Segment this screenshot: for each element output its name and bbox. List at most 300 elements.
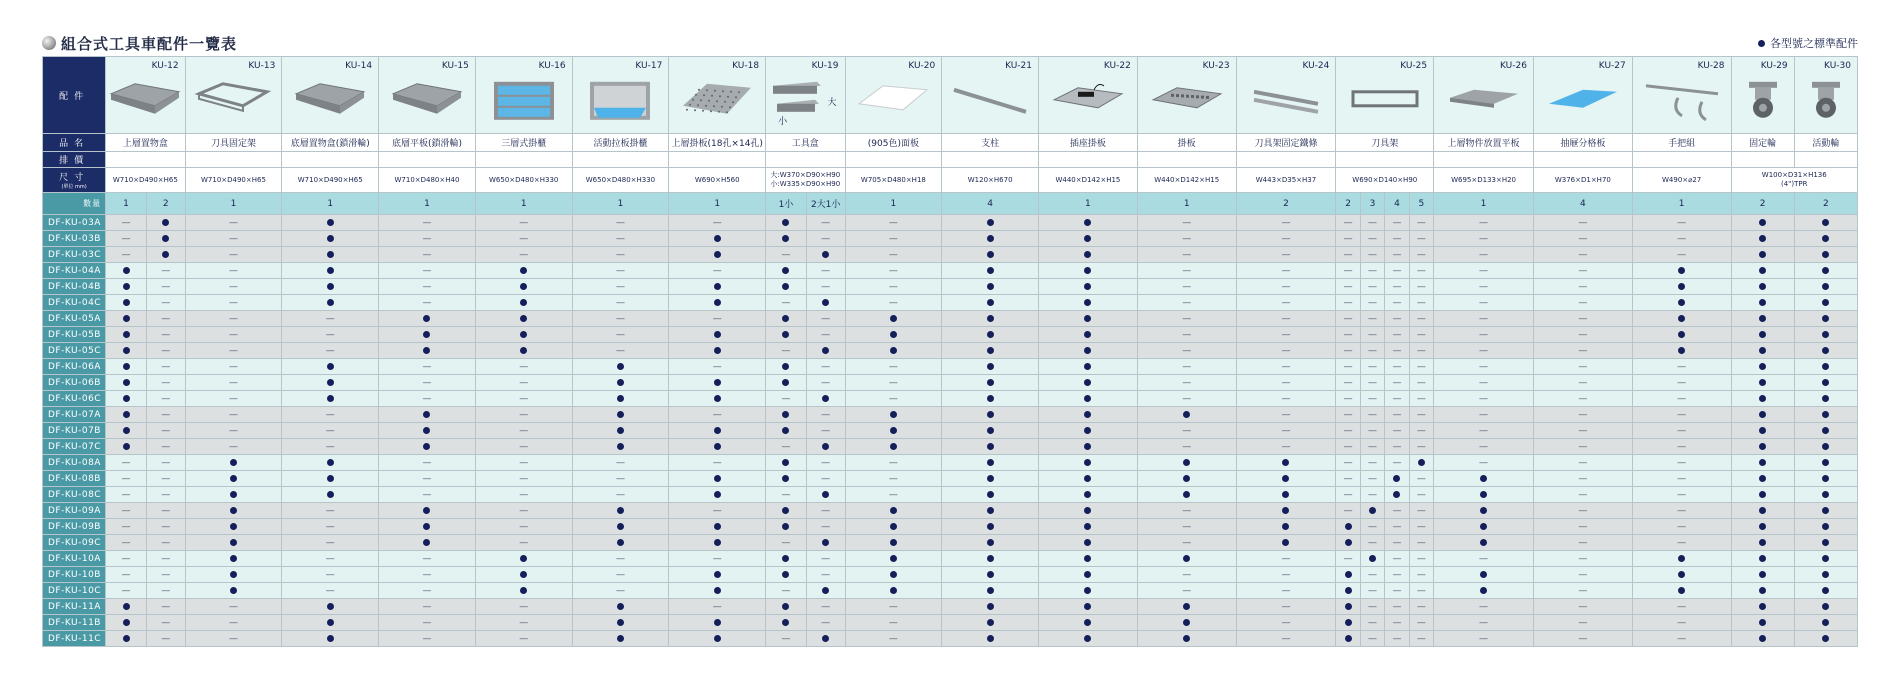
dash-text: — — [1343, 425, 1353, 436]
part-image-ku-29 — [1731, 57, 1794, 134]
matrix-cell — [766, 295, 807, 311]
matrix-cell — [379, 439, 476, 455]
standard-dot-icon — [1369, 507, 1376, 514]
matrix-cell — [185, 231, 282, 247]
matrix-cell — [1360, 391, 1384, 407]
matrix-cell — [146, 295, 185, 311]
matrix-cell — [1236, 599, 1336, 615]
matrix-cell — [1336, 551, 1360, 567]
dash-text: — — [161, 409, 171, 420]
table-row — [43, 279, 1858, 295]
dash-text: — — [1182, 249, 1192, 260]
standard-dot-icon — [987, 427, 994, 434]
dash-text: — — [888, 489, 898, 500]
part-dimension — [669, 168, 766, 193]
part-name-text: 手把組 — [1668, 139, 1696, 149]
standard-dot-icon — [822, 491, 829, 498]
matrix-cell — [1360, 631, 1384, 647]
matrix-cell — [1434, 215, 1534, 231]
matrix-cell — [845, 423, 942, 439]
dash-text: — — [1368, 425, 1378, 436]
toolbox-size-large: 大 — [827, 98, 837, 108]
standard-dot-icon — [327, 475, 334, 482]
dash-text: — — [422, 265, 432, 276]
matrix-cell — [475, 279, 572, 295]
dash-text: — — [781, 249, 791, 260]
matrix-cell — [1632, 295, 1731, 311]
matrix-cell — [1039, 279, 1138, 295]
dash-text: — — [615, 281, 625, 292]
standard-dot-icon — [890, 443, 897, 450]
dash-text: — — [422, 217, 432, 228]
standard-dot-icon — [230, 507, 237, 514]
dash-text: — — [422, 601, 432, 612]
dash-text: — — [161, 441, 171, 452]
standard-dot-icon — [1345, 587, 1352, 594]
standard-dot-icon — [1678, 571, 1685, 578]
matrix-cell — [806, 583, 845, 599]
standard-dot-icon — [327, 363, 334, 370]
matrix-cell — [185, 359, 282, 375]
matrix-cell — [1039, 407, 1138, 423]
matrix-cell — [106, 295, 147, 311]
part-code: KU-29 — [1760, 61, 1788, 71]
dash-text: — — [1343, 265, 1353, 276]
part-dimension — [106, 168, 185, 193]
model-cell — [43, 231, 106, 247]
dash-text: — — [228, 393, 238, 404]
matrix-cell — [1137, 263, 1236, 279]
standard-dot-icon — [520, 315, 527, 322]
part-name — [1039, 134, 1138, 152]
matrix-cell — [185, 519, 282, 535]
standard-dot-icon — [1822, 411, 1829, 418]
model-cell — [43, 631, 106, 647]
standard-dot-icon — [714, 443, 721, 450]
standard-dot-icon — [1345, 571, 1352, 578]
dash-text: — — [1392, 377, 1402, 388]
standard-dot-icon — [714, 235, 721, 242]
matrix-cell — [1385, 423, 1409, 439]
standard-dot-icon — [162, 219, 169, 226]
matrix-cell — [1533, 599, 1632, 615]
dash-text: — — [1578, 233, 1588, 244]
dash-text: — — [228, 409, 238, 420]
matrix-cell — [766, 599, 807, 615]
standard-dot-icon — [327, 459, 334, 466]
matrix-cell — [146, 551, 185, 567]
matrix-cell — [942, 343, 1039, 359]
dash-text: — — [519, 617, 529, 628]
matrix-cell — [845, 567, 942, 583]
standard-dot-icon — [1822, 443, 1829, 450]
matrix-cell — [1236, 327, 1336, 343]
dash-text: — — [519, 457, 529, 468]
dash-text: — — [422, 569, 432, 580]
standard-dot-icon — [1084, 363, 1091, 370]
matrix-cell — [146, 503, 185, 519]
dash-text: — — [1416, 617, 1426, 628]
matrix-cell — [942, 487, 1039, 503]
dash-text: — — [821, 329, 831, 340]
matrix-cell — [379, 375, 476, 391]
dash-text: — — [821, 409, 831, 420]
matrix-cell — [379, 487, 476, 503]
quantity-cell — [1385, 193, 1409, 215]
matrix-cell — [1434, 311, 1534, 327]
matrix-cell — [1336, 423, 1360, 439]
matrix-cell — [106, 599, 147, 615]
dash-text: — — [161, 553, 171, 564]
dash-text: — — [1416, 217, 1426, 228]
matrix-cell — [475, 455, 572, 471]
matrix-cell — [1385, 519, 1409, 535]
dash-text: — — [1281, 633, 1291, 644]
matrix-cell — [185, 631, 282, 647]
matrix-cell — [942, 359, 1039, 375]
dash-text: — — [1677, 537, 1687, 548]
matrix-cell — [1794, 215, 1857, 231]
matrix-cell — [1409, 247, 1433, 263]
matrix-cell — [1385, 583, 1409, 599]
dash-text: — — [1368, 393, 1378, 404]
matrix-cell — [1336, 519, 1360, 535]
dash-text: — — [1578, 521, 1588, 532]
part-code: KU-18 — [732, 61, 760, 71]
matrix-cell — [185, 439, 282, 455]
dash-text: — — [1343, 377, 1353, 388]
part-name — [282, 134, 379, 152]
matrix-cell — [282, 583, 379, 599]
matrix-cell — [669, 343, 766, 359]
standard-dot-icon — [1480, 539, 1487, 546]
quantity-text: 1 — [714, 198, 721, 209]
dash-text: — — [712, 457, 722, 468]
part-name — [669, 134, 766, 152]
dash-text: — — [1392, 553, 1402, 564]
matrix-cell — [572, 551, 669, 567]
dash-text: — — [1368, 489, 1378, 500]
matrix-cell — [1385, 263, 1409, 279]
standard-dot-icon — [987, 315, 994, 322]
dash-text: — — [1479, 553, 1489, 564]
matrix-cell — [1409, 215, 1433, 231]
matrix-cell — [475, 343, 572, 359]
dash-text: — — [1281, 569, 1291, 580]
matrix-cell — [379, 391, 476, 407]
matrix-cell — [1794, 263, 1857, 279]
matrix-cell — [766, 519, 807, 535]
standard-dot-icon — [1480, 587, 1487, 594]
standard-dot-icon — [782, 603, 789, 610]
matrix-cell — [942, 295, 1039, 311]
model-text: DF-KU-07B — [48, 425, 101, 436]
quantity-text: 2 — [1345, 198, 1351, 209]
matrix-cell — [1533, 375, 1632, 391]
dash-text: — — [781, 585, 791, 596]
matrix-cell — [146, 375, 185, 391]
dash-text: — — [712, 601, 722, 612]
table-row — [43, 423, 1858, 439]
dash-text: — — [121, 553, 131, 564]
matrix-cell — [1434, 343, 1534, 359]
matrix-cell — [1385, 311, 1409, 327]
dash-text: — — [1281, 297, 1291, 308]
matrix-cell — [282, 471, 379, 487]
dash-text: — — [1578, 393, 1588, 404]
dash-text: — — [1182, 329, 1192, 340]
matrix-cell — [806, 551, 845, 567]
matrix-cell — [1409, 263, 1433, 279]
matrix-cell — [845, 311, 942, 327]
dash-text: — — [821, 313, 831, 324]
matrix-cell — [669, 471, 766, 487]
matrix-cell — [1360, 551, 1384, 567]
matrix-cell — [1236, 615, 1336, 631]
matrix-cell — [106, 391, 147, 407]
matrix-cell — [1731, 423, 1794, 439]
standard-dot-icon — [1084, 523, 1091, 530]
dash-text: — — [888, 249, 898, 260]
standard-dot-icon — [782, 619, 789, 626]
standard-dot-icon — [123, 427, 130, 434]
standard-dot-icon — [987, 603, 994, 610]
standard-dot-icon — [1822, 523, 1829, 530]
standard-dot-icon — [987, 555, 994, 562]
dash-text: — — [1677, 249, 1687, 260]
dash-text: — — [519, 409, 529, 420]
part-name — [475, 134, 572, 152]
quantity-cell — [475, 193, 572, 215]
matrix-cell — [379, 599, 476, 615]
part-name-text: 掛板 — [1177, 139, 1196, 149]
standard-dot-icon — [1480, 571, 1487, 578]
matrix-cell — [1137, 487, 1236, 503]
matrix-cell — [1137, 599, 1236, 615]
standard-dot-icon — [782, 427, 789, 434]
part-name-text: 三層式掛櫃 — [501, 139, 547, 149]
matrix-cell — [1336, 263, 1360, 279]
matrix-cell — [282, 615, 379, 631]
matrix-cell — [942, 439, 1039, 455]
matrix-cell — [942, 599, 1039, 615]
matrix-cell — [185, 583, 282, 599]
model-text: DF-KU-05B — [48, 329, 101, 340]
standard-dot-icon — [1084, 331, 1091, 338]
matrix-cell — [1385, 231, 1409, 247]
quantity-cell — [1533, 193, 1632, 215]
matrix-cell — [475, 583, 572, 599]
quantity-cell — [942, 193, 1039, 215]
matrix-cell — [475, 327, 572, 343]
matrix-cell — [1434, 279, 1534, 295]
dash-text: — — [1368, 441, 1378, 452]
dash-text: — — [1368, 569, 1378, 580]
matrix-cell — [1236, 631, 1336, 647]
dash-text: — — [888, 361, 898, 372]
matrix-cell — [1533, 279, 1632, 295]
matrix-cell — [766, 503, 807, 519]
dash-text: — — [1392, 329, 1402, 340]
matrix-cell — [1137, 455, 1236, 471]
standard-dot-icon — [822, 443, 829, 450]
part-dimension-text: W710×D490×H65 — [297, 175, 363, 184]
model-cell — [43, 503, 106, 519]
standard-dot-icon — [520, 347, 527, 354]
part-code: KU-19 — [811, 61, 839, 71]
matrix-cell — [106, 279, 147, 295]
standard-dot-icon — [1084, 571, 1091, 578]
dash-text: — — [1343, 457, 1353, 468]
matrix-cell — [1409, 407, 1433, 423]
matrix-cell — [1731, 551, 1794, 567]
part-name-text: 上層置物盒 — [122, 139, 168, 149]
matrix-cell — [669, 375, 766, 391]
matrix-cell — [1360, 215, 1384, 231]
matrix-cell — [1731, 583, 1794, 599]
standard-dot-icon — [123, 347, 130, 354]
dash-text: — — [821, 617, 831, 628]
matrix-cell — [1360, 279, 1384, 295]
matrix-cell — [282, 343, 379, 359]
standard-dot-icon — [1822, 539, 1829, 546]
matrix-cell — [185, 295, 282, 311]
matrix-cell — [1434, 263, 1534, 279]
dash-text: — — [821, 377, 831, 388]
matrix-cell — [1434, 423, 1534, 439]
table-row — [43, 487, 1858, 503]
dash-text: — — [1578, 361, 1588, 372]
dash-text: — — [1343, 489, 1353, 500]
matrix-cell — [1533, 631, 1632, 647]
matrix-cell — [475, 423, 572, 439]
part-name-text: 支柱 — [981, 139, 1000, 149]
model-text: DF-KU-06B — [48, 377, 101, 388]
table-row — [43, 215, 1858, 231]
dash-text: — — [1578, 553, 1588, 564]
part-code: KU-24 — [1302, 61, 1330, 71]
dash-text: — — [1479, 425, 1489, 436]
part-name-text: 刀具固定架 — [210, 139, 256, 149]
dash-text: — — [1392, 361, 1402, 372]
matrix-cell — [1360, 343, 1384, 359]
model-cell — [43, 535, 106, 551]
dash-text: — — [161, 329, 171, 340]
standard-dot-icon — [1282, 459, 1289, 466]
matrix-cell — [942, 615, 1039, 631]
quantity-text: 5 — [1418, 198, 1425, 209]
matrix-cell — [1533, 247, 1632, 263]
standard-dot-icon — [230, 475, 237, 482]
dash-text: — — [1182, 569, 1192, 580]
matrix-cell — [1385, 455, 1409, 471]
matrix-cell — [1137, 375, 1236, 391]
matrix-cell — [1360, 535, 1384, 551]
matrix-cell — [1434, 583, 1534, 599]
standard-dot-icon — [987, 523, 994, 530]
matrix-cell — [1137, 327, 1236, 343]
standard-dot-icon — [890, 411, 897, 418]
standard-dot-icon — [1822, 331, 1829, 338]
matrix-cell — [146, 487, 185, 503]
matrix-cell — [766, 583, 807, 599]
quantity-cell — [379, 193, 476, 215]
part-name — [106, 134, 185, 152]
model-cell — [43, 487, 106, 503]
matrix-cell — [1794, 359, 1857, 375]
standard-dot-icon — [123, 635, 130, 642]
dash-text: — — [615, 313, 625, 324]
standard-dot-icon — [1822, 267, 1829, 274]
part-sort — [185, 152, 282, 168]
matrix-cell — [1039, 551, 1138, 567]
dash-text: — — [1343, 393, 1353, 404]
dash-text: — — [1182, 537, 1192, 548]
dash-text: — — [1343, 345, 1353, 356]
matrix-cell — [1794, 535, 1857, 551]
model-text: DF-KU-11B — [48, 617, 101, 628]
part-name — [1731, 134, 1794, 152]
standard-dot-icon — [617, 443, 624, 450]
model-text: DF-KU-08A — [48, 457, 101, 468]
model-cell — [43, 567, 106, 583]
matrix-cell — [1336, 215, 1360, 231]
dash-text: — — [1281, 313, 1291, 324]
part-name — [1434, 134, 1534, 152]
matrix-cell — [1731, 391, 1794, 407]
matrix-cell — [572, 455, 669, 471]
matrix-cell — [1731, 567, 1794, 583]
standard-dot-icon — [1345, 539, 1352, 546]
part-dimension — [1731, 168, 1857, 193]
standard-dot-icon — [987, 491, 994, 498]
matrix-cell — [806, 391, 845, 407]
matrix-cell — [766, 263, 807, 279]
matrix-cell — [1632, 311, 1731, 327]
matrix-cell — [1632, 487, 1731, 503]
dash-text: — — [161, 473, 171, 484]
matrix-cell — [106, 375, 147, 391]
table-row — [43, 311, 1858, 327]
standard-dot-icon — [714, 347, 721, 354]
matrix-cell — [1632, 631, 1731, 647]
standard-dot-icon — [1678, 587, 1685, 594]
model-cell — [43, 551, 106, 567]
matrix-cell — [146, 359, 185, 375]
matrix-cell — [1533, 407, 1632, 423]
matrix-cell — [1385, 295, 1409, 311]
dash-text: — — [888, 457, 898, 468]
standard-dot-icon — [1759, 555, 1766, 562]
matrix-cell — [572, 375, 669, 391]
matrix-cell — [1409, 311, 1433, 327]
matrix-cell — [1137, 519, 1236, 535]
dash-text: — — [1182, 425, 1192, 436]
matrix-cell — [572, 567, 669, 583]
part-code: KU-25 — [1400, 61, 1428, 71]
dash-text: — — [1281, 329, 1291, 340]
matrix-cell — [942, 503, 1039, 519]
matrix-cell — [379, 311, 476, 327]
standard-dot-icon — [1345, 523, 1352, 530]
matrix-cell — [942, 423, 1039, 439]
standard-dot-icon — [1678, 267, 1685, 274]
dash-text: — — [519, 473, 529, 484]
dash-text: — — [712, 361, 722, 372]
dash-text: — — [1368, 233, 1378, 244]
model-cell — [43, 247, 106, 263]
matrix-cell — [766, 567, 807, 583]
